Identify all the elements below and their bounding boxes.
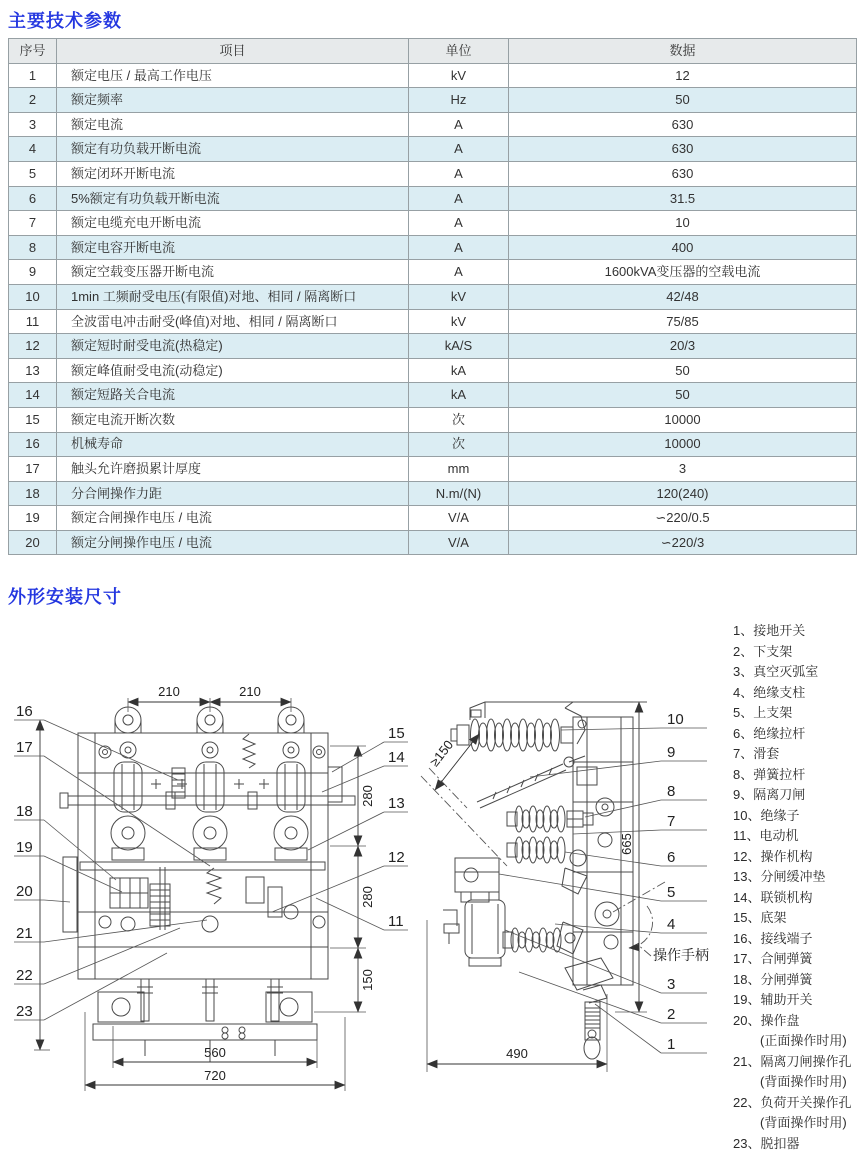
fv-callout-15: 15 — [388, 725, 405, 742]
table-row — [9, 235, 857, 260]
legend-item: 10、绝缘子 — [733, 807, 800, 823]
table-cell: 19 — [9, 506, 57, 531]
sv-callout-7: 7 — [667, 813, 676, 830]
legend-item: 7、滑套 — [733, 746, 780, 761]
fv-callout-16: 16 — [16, 703, 33, 720]
table-cell: 17 — [9, 457, 57, 482]
table-cell: 50 — [509, 88, 857, 113]
legend-item: 15、底架 — [733, 910, 787, 925]
table-cell: A — [409, 235, 509, 260]
table-cell: 5%额定有功负载开断电流 — [57, 186, 409, 211]
table-cell: 630 — [509, 137, 857, 162]
table-row — [9, 432, 857, 457]
side-view-geometry — [443, 702, 647, 1059]
table-cell: 机械寿命 — [57, 432, 409, 457]
table-cell: 31.5 — [509, 186, 857, 211]
legend-item: 11、电动机 — [733, 828, 799, 843]
legend-item: 3、真空灭弧室 — [733, 664, 819, 679]
table-cell: 400 — [509, 235, 857, 260]
sv-dim-diagonal: ≥150 — [426, 737, 457, 770]
legend-item: 12、操作机构 — [733, 848, 813, 864]
table-cell: kV — [409, 309, 509, 334]
table-cell: 50 — [509, 383, 857, 408]
fv-callout-13: 13 — [388, 795, 405, 812]
table-cell: 3 — [509, 457, 857, 482]
table-row — [9, 161, 857, 186]
table-cell: 额定电流 — [57, 112, 409, 137]
table-header-row — [9, 39, 857, 64]
fv-dim-top-left: 210 — [158, 684, 180, 699]
fv-callout-18: 18 — [16, 803, 33, 820]
sv-callout-5: 5 — [667, 884, 676, 901]
table-cell: mm — [409, 457, 509, 482]
table-cell: 额定电压 / 最高工作电压 — [57, 63, 409, 88]
fv-dim-bottom-outer: 720 — [204, 1068, 226, 1083]
table-cell: 1 — [9, 63, 57, 88]
legend-item: 21、隔离刀闸操作孔 — [733, 1053, 852, 1069]
table-cell: 10 — [509, 211, 857, 236]
table-cell: 13 — [9, 358, 57, 383]
table-cell: 触头允许磨损累计厚度 — [57, 457, 409, 482]
legend-item: 19、辅助开关 — [733, 992, 813, 1007]
legend-item: 9、隔离刀闸 — [733, 787, 806, 802]
fv-callout-22: 22 — [16, 967, 33, 984]
sv-callout-2: 2 — [667, 1006, 676, 1023]
table-cell: 630 — [509, 112, 857, 137]
table-row — [9, 88, 857, 113]
table-cell: 额定电流开断次数 — [57, 407, 409, 432]
table-cell: A — [409, 137, 509, 162]
fv-callout-19: 19 — [16, 839, 33, 856]
legend-item: 6、绝缘拉杆 — [733, 725, 806, 741]
table-cell: 额定分闸操作电压 / 电流 — [57, 530, 409, 555]
table-cell: kA — [409, 383, 509, 408]
fv-callout-14: 14 — [388, 749, 405, 766]
table-cell: A — [409, 211, 509, 236]
table-row — [9, 506, 857, 531]
sv-handle-label: 操作手柄 — [653, 947, 709, 963]
table-cell: 额定闭环开断电流 — [57, 161, 409, 186]
section-title-dimensions: 外形安装尺寸 — [8, 587, 122, 607]
legend-item: 20、操作盘 — [733, 1012, 800, 1028]
fv-dim-right-mid: 280 — [360, 886, 375, 908]
table-cell: 额定合闸操作电压 / 电流 — [57, 506, 409, 531]
fv-dim-right-lower: 150 — [360, 969, 375, 991]
table-cell: kV — [409, 284, 509, 309]
front-view-dimensions — [34, 684, 375, 1091]
sv-callout-3: 3 — [667, 976, 676, 993]
table-cell: 9 — [9, 260, 57, 285]
table-row — [9, 407, 857, 432]
legend-item: 13、分闸缓冲垫 — [733, 869, 826, 884]
table-cell: 分合闸操作力距 — [57, 481, 409, 506]
table-cell: 12 — [509, 63, 857, 88]
table-cell: 额定空载变压器开断电流 — [57, 260, 409, 285]
params-table-body — [9, 63, 857, 555]
fv-callout-23: 23 — [16, 1003, 33, 1020]
table-cell: kV — [409, 63, 509, 88]
table-cell: 20/3 — [509, 334, 857, 359]
sv-callout-10: 10 — [667, 711, 684, 728]
table-cell: V/A — [409, 530, 509, 555]
table-cell: 2 — [9, 88, 57, 113]
table-cell: 6 — [9, 186, 57, 211]
table-cell: 额定频率 — [57, 88, 409, 113]
sv-callout-8: 8 — [667, 783, 676, 800]
table-cell: 8 — [9, 235, 57, 260]
table-cell: A — [409, 260, 509, 285]
table-row — [9, 284, 857, 309]
col-header-unit: 单位 — [409, 39, 509, 64]
table-cell: 120(240) — [509, 481, 857, 506]
table-cell: 50 — [509, 358, 857, 383]
table-cell: 14 — [9, 383, 57, 408]
table-row — [9, 358, 857, 383]
table-cell: 630 — [509, 161, 857, 186]
legend-item: 14、联锁机构 — [733, 889, 813, 905]
side-view-drawing — [415, 672, 735, 1087]
table-row — [9, 186, 857, 211]
legend-list — [733, 621, 867, 1154]
sv-callout-6: 6 — [667, 849, 676, 866]
col-header-index: 序号 — [9, 39, 57, 64]
table-cell: 4 — [9, 137, 57, 162]
table-cell: A — [409, 112, 509, 137]
table-cell: 75/85 — [509, 309, 857, 334]
table-cell: 额定短路关合电流 — [57, 383, 409, 408]
table-cell: A — [409, 161, 509, 186]
fv-dim-right-upper: 280 — [360, 785, 375, 807]
fv-dim-bottom-inner: 560 — [204, 1045, 226, 1060]
table-cell: 1600kVA变压器的空载电流 — [509, 260, 857, 285]
fv-callout-17: 17 — [16, 739, 33, 756]
table-cell: 额定峰值耐受电流(动稳定) — [57, 358, 409, 383]
table-row — [9, 260, 857, 285]
col-header-data: 数据 — [509, 39, 857, 64]
table-row — [9, 112, 857, 137]
table-cell: 42/48 — [509, 284, 857, 309]
sv-callout-1: 1 — [667, 1036, 676, 1053]
legend-note: (背面操作时用) — [760, 1074, 847, 1089]
table-cell: 额定电容开断电流 — [57, 235, 409, 260]
legend-item: 16、接线端子 — [733, 930, 813, 946]
side-view-dimensions — [427, 702, 647, 1072]
legend-item: 5、上支架 — [733, 705, 793, 720]
table-cell: 15 — [9, 407, 57, 432]
table-row — [9, 334, 857, 359]
table-cell: 10000 — [509, 407, 857, 432]
table-cell: 额定电缆充电开断电流 — [57, 211, 409, 236]
sv-callout-9: 9 — [667, 744, 676, 761]
table-row — [9, 481, 857, 506]
table-cell: 10000 — [509, 432, 857, 457]
legend-item: 23、脱扣器 — [733, 1135, 800, 1151]
fv-callout-21: 21 — [16, 925, 33, 942]
legend-item: 22、负荷开关操作孔 — [733, 1094, 852, 1110]
table-cell: N.m/(N) — [409, 481, 509, 506]
fv-callout-20: 20 — [16, 883, 33, 900]
legend-item: 1、接地开关 — [733, 623, 806, 638]
table-cell: 次 — [409, 432, 509, 457]
table-cell: 额定有功负载开断电流 — [57, 137, 409, 162]
table-cell: 5 — [9, 161, 57, 186]
legend-item: 2、下支架 — [733, 643, 793, 659]
sv-callout-4: 4 — [667, 916, 676, 933]
legend-note: (背面操作时用) — [760, 1115, 847, 1130]
table-cell: 额定短时耐受电流(热稳定) — [57, 334, 409, 359]
fv-callout-11: 11 — [388, 913, 404, 930]
section-title-params: 主要技术参数 — [8, 11, 122, 31]
table-cell: 12 — [9, 334, 57, 359]
table-row — [9, 383, 857, 408]
front-view-drawing — [10, 672, 410, 1104]
table-cell: kA — [409, 358, 509, 383]
legend-item: 17、合闸弹簧 — [733, 951, 813, 966]
table-cell: V/A — [409, 506, 509, 531]
legend-note: (正面操作时用) — [760, 1033, 847, 1048]
table-cell: 18 — [9, 481, 57, 506]
fv-dim-top-right: 210 — [239, 684, 261, 699]
col-header-item: 项目 — [57, 39, 409, 64]
table-cell: Hz — [409, 88, 509, 113]
table-row — [9, 457, 857, 482]
table-row — [9, 137, 857, 162]
sv-dim-width: 490 — [506, 1046, 528, 1061]
table-row — [9, 63, 857, 88]
table-cell: 20 — [9, 530, 57, 555]
table-cell: 全波雷电冲击耐受(峰值)对地、相同 / 隔离断口 — [57, 309, 409, 334]
legend-item: 18、分闸弹簧 — [733, 971, 813, 987]
table-cell: A — [409, 186, 509, 211]
sv-dim-height: 665 — [619, 833, 634, 855]
table-cell: 3 — [9, 112, 57, 137]
table-cell: 次 — [409, 407, 509, 432]
legend-item: 8、弹簧拉杆 — [733, 766, 806, 782]
table-row — [9, 530, 857, 555]
table-cell: ∽220/0.5 — [509, 506, 857, 531]
table-cell: ∽220/3 — [509, 530, 857, 555]
table-row — [9, 309, 857, 334]
table-cell: 1min 工频耐受电压(有限值)对地、相同 / 隔离断口 — [57, 284, 409, 309]
table-cell: 11 — [9, 309, 57, 334]
table-row — [9, 211, 857, 236]
table-cell: 16 — [9, 432, 57, 457]
front-view-geometry — [60, 707, 355, 1062]
params-table — [8, 38, 857, 555]
table-cell: 10 — [9, 284, 57, 309]
table-cell: 7 — [9, 211, 57, 236]
fv-callout-12: 12 — [388, 849, 405, 866]
legend-item: 4、绝缘支柱 — [733, 684, 806, 700]
table-cell: kA/S — [409, 334, 509, 359]
